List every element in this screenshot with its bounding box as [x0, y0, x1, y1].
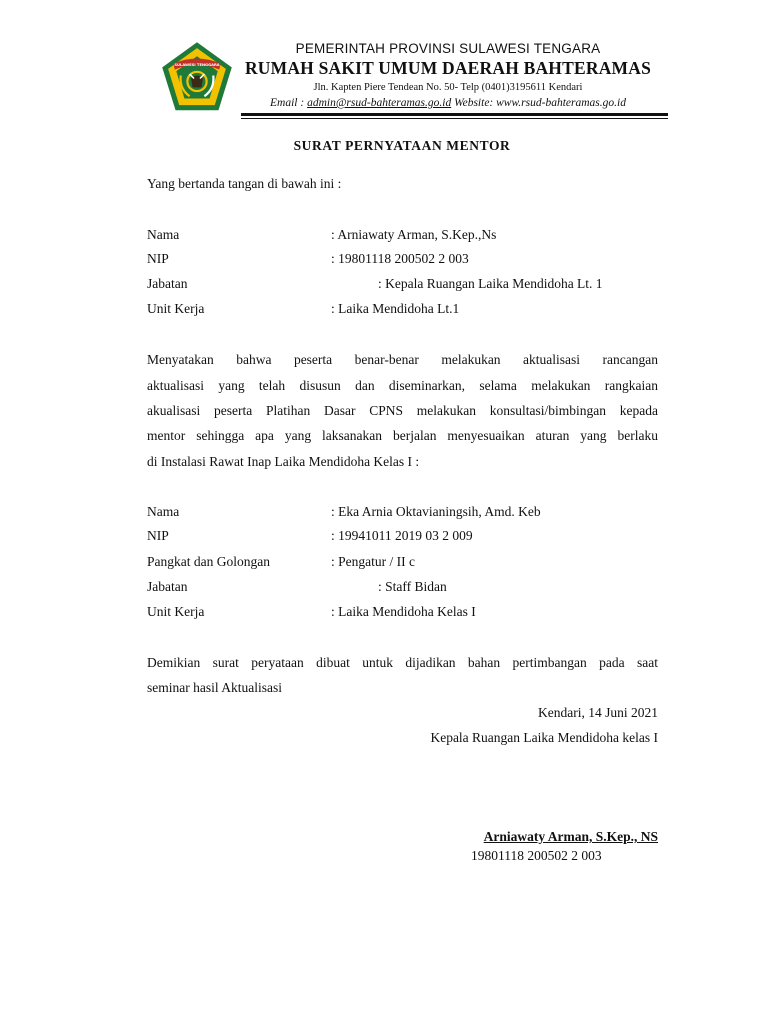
mentor-unit-value: : Laika Mendidoha Lt.1: [331, 301, 460, 316]
mentor-unit-label: Unit Kerja: [147, 301, 205, 316]
hospital-name: RUMAH SAKIT UMUM DAERAH BAHTERAMAS: [244, 58, 652, 78]
letterhead-rule-thin: [241, 118, 668, 119]
participant-rank-label: Pangkat dan Golongan: [147, 554, 270, 569]
signer-name: Arniawaty Arman, S.Kep., NS: [483, 829, 658, 844]
participant-nip-label: NIP: [147, 528, 169, 543]
statement-line: aktualisasi yang telah disusun dan diseminarkan, selama melakukan rangkaian: [147, 378, 658, 393]
signer-position: Kepala Ruangan Laika Mendidoha kelas I: [430, 730, 658, 745]
statement-line: Menyatakan bahwa peserta benar-benar melakukan aktualisasi rancangan: [147, 352, 658, 367]
letterhead-rule-thick: [241, 113, 668, 116]
email-link[interactable]: admin@rsud-bahteramas.go.id: [307, 97, 452, 109]
emblem-bottom-band: [182, 99, 212, 103]
mentor-name-label: Nama: [147, 227, 180, 242]
emblem-ribbon-text: SULAWESI TENGGARA: [174, 62, 220, 67]
place-date: Kendari, 14 Juni 2021: [538, 705, 658, 720]
contact-line: [238, 97, 658, 109]
statement-line: mentor sehingga apa yang laksanakan berjalan menyesuaikan aturan yang berlaku: [147, 428, 658, 443]
closing-line: Demikian surat peryataan dibuat untuk dijadikan bahan pertimbangan pada saat: [147, 655, 658, 670]
provincial-emblem-icon: [160, 40, 234, 114]
government-name: PEMERINTAH PROVINSI SULAWESI TENGARA: [295, 41, 601, 56]
statement-line: akualisasi peserta Platihan Dasar CPNS melakukan konsultasi/bimbingan kepada: [147, 403, 658, 418]
website-text: Website: www.rsud-bahteramas.go.id: [451, 97, 626, 109]
mentor-name-value: : Arniawaty Arman, S.Kep.,Ns: [331, 227, 497, 242]
mentor-nip-value: : 19801118 200502 2 003: [331, 251, 469, 266]
participant-name-value: : Eka Arnia Oktavianingsih, Amd. Keb: [331, 504, 541, 519]
participant-rank-value: : Pengatur / II c: [331, 554, 415, 569]
statement-line: di Instalasi Rawat Inap Laika Mendidoha Kelas I :: [147, 454, 420, 469]
mentor-position-value: : Kepala Ruangan Laika Mendidoha Lt. 1: [378, 276, 603, 291]
document-title: SURAT PERNYATAAN MENTOR: [293, 138, 511, 153]
participant-name-label: Nama: [147, 504, 180, 519]
closing-line: seminar hasil Aktualisasi: [147, 680, 282, 695]
hospital-address: Jln. Kapten Piere Tendean No. 50- Telp (0401)3195611 Kendari: [313, 82, 583, 93]
participant-unit-value: : Laika Mendidoha Kelas I: [331, 604, 476, 619]
participant-nip-value: : 19941011 2019 03 2 009: [331, 528, 473, 543]
mentor-nip-label: NIP: [147, 251, 169, 266]
mentor-position-label: Jabatan: [147, 276, 188, 291]
participant-position-label: Jabatan: [147, 579, 188, 594]
email-label: Email :: [270, 97, 308, 109]
participant-position-value: : Staff Bidan: [378, 579, 447, 594]
intro-text: Yang bertanda tangan di bawah ini :: [147, 176, 342, 191]
participant-unit-label: Unit Kerja: [147, 604, 205, 619]
signer-nip: 19801118 200502 2 003: [471, 848, 602, 863]
